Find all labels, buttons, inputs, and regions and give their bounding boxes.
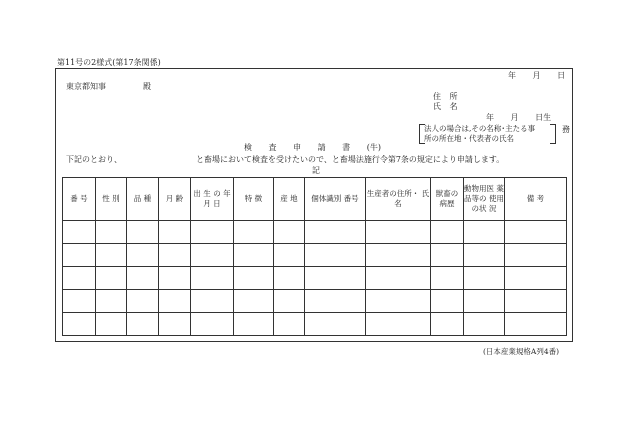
table-cell[interactable] xyxy=(191,267,234,290)
body-main: と畜場において検査を受けたいので、と畜場法施行令第7条の規定により申請します。 xyxy=(196,155,505,164)
table-cell[interactable] xyxy=(234,221,274,244)
table-cell[interactable] xyxy=(505,313,567,336)
table-cell[interactable] xyxy=(234,244,274,267)
table-cell[interactable] xyxy=(431,290,464,313)
table-cell[interactable] xyxy=(96,290,127,313)
table-cell[interactable] xyxy=(191,221,234,244)
table-cell[interactable] xyxy=(366,290,431,313)
table-cell[interactable] xyxy=(234,267,274,290)
table-cell[interactable] xyxy=(159,244,191,267)
bracket-right xyxy=(550,124,556,144)
table-cell[interactable] xyxy=(234,290,274,313)
table-cell[interactable] xyxy=(464,221,505,244)
table-cell[interactable] xyxy=(505,267,567,290)
table-cell[interactable] xyxy=(159,221,191,244)
table-cell[interactable] xyxy=(274,244,305,267)
corp-note-line2: 所の所在地・代表者の氏名 xyxy=(424,134,514,143)
birth-line: 年 月 日生 xyxy=(486,113,552,122)
table-cell[interactable] xyxy=(305,290,366,313)
table-cell[interactable] xyxy=(505,244,567,267)
table-cell[interactable] xyxy=(127,290,159,313)
table-cell[interactable] xyxy=(464,244,505,267)
table-cell[interactable] xyxy=(305,313,366,336)
table-cell[interactable] xyxy=(305,244,366,267)
table-cell[interactable] xyxy=(159,267,191,290)
col-number: 番 号 xyxy=(63,178,96,221)
col-breed: 品 種 xyxy=(127,178,159,221)
table-cell[interactable] xyxy=(431,313,464,336)
table-cell[interactable] xyxy=(159,313,191,336)
table-cell[interactable] xyxy=(505,221,567,244)
addressee: 東京都知事 xyxy=(66,82,106,91)
col-origin: 産 地 xyxy=(274,178,305,221)
table-row xyxy=(63,313,567,336)
table-cell[interactable] xyxy=(191,290,234,313)
table-cell[interactable] xyxy=(366,267,431,290)
corp-note-line1: 法人の場合は,その名称･主たる事 xyxy=(424,124,536,133)
inspection-table xyxy=(62,177,567,336)
table-row xyxy=(63,267,567,290)
table-cell[interactable] xyxy=(274,221,305,244)
col-features: 特 徴 xyxy=(234,178,274,221)
table-cell[interactable] xyxy=(96,244,127,267)
table-cell[interactable] xyxy=(274,267,305,290)
table-cell[interactable] xyxy=(96,267,127,290)
col-age-months: 月 齢 xyxy=(159,178,191,221)
table-cell[interactable] xyxy=(234,313,274,336)
table-cell[interactable] xyxy=(63,221,96,244)
table-cell[interactable] xyxy=(274,290,305,313)
table-cell[interactable] xyxy=(127,267,159,290)
paper-size-note: (日本産業規格A列4番) xyxy=(483,347,560,356)
table-cell[interactable] xyxy=(305,221,366,244)
table-cell[interactable] xyxy=(127,313,159,336)
table-cell[interactable] xyxy=(127,244,159,267)
table-cell[interactable] xyxy=(366,313,431,336)
table-row xyxy=(63,244,567,267)
table-cell[interactable] xyxy=(191,313,234,336)
table-cell[interactable] xyxy=(464,290,505,313)
table-cell[interactable] xyxy=(305,267,366,290)
table-cell[interactable] xyxy=(431,221,464,244)
address-label: 住 所 xyxy=(433,92,458,101)
table-cell[interactable] xyxy=(159,290,191,313)
col-producer: 生産者の住所・ 氏名 xyxy=(366,178,431,221)
body-lead: 下記のとおり、 xyxy=(66,155,122,164)
table-cell[interactable] xyxy=(274,313,305,336)
table-row xyxy=(63,290,567,313)
table-cell[interactable] xyxy=(96,313,127,336)
table-cell[interactable] xyxy=(191,244,234,267)
ki-label: 記 xyxy=(312,166,320,175)
col-drug-use: 動物用医 薬品等の 使用の状 況 xyxy=(464,178,505,221)
col-remarks: 備 考 xyxy=(505,178,567,221)
table-cell[interactable] xyxy=(464,313,505,336)
table-cell[interactable] xyxy=(63,267,96,290)
table-cell[interactable] xyxy=(366,244,431,267)
col-medical-history: 獣畜の 病歴 xyxy=(431,178,464,221)
name-label: 氏 名 xyxy=(433,102,458,111)
table-cell[interactable] xyxy=(431,267,464,290)
col-sex: 性 別 xyxy=(96,178,127,221)
table-cell[interactable] xyxy=(505,290,567,313)
table-row xyxy=(63,221,567,244)
honorific: 殿 xyxy=(143,82,151,91)
table-cell[interactable] xyxy=(464,267,505,290)
date-line: 年 月 日 xyxy=(508,71,566,80)
corp-note-suffix: 務 xyxy=(562,125,570,134)
table-cell[interactable] xyxy=(63,290,96,313)
form-title: 検 査 申 請 書 (牛) xyxy=(244,143,381,152)
table-cell[interactable] xyxy=(431,244,464,267)
table-cell[interactable] xyxy=(366,221,431,244)
table-cell[interactable] xyxy=(63,244,96,267)
table-cell[interactable] xyxy=(96,221,127,244)
table-cell[interactable] xyxy=(63,313,96,336)
col-birth-date: 出 生 の 年 月 日 xyxy=(191,178,234,221)
table-cell[interactable] xyxy=(127,221,159,244)
form-number: 第11号の2様式(第17条関係) xyxy=(57,58,161,67)
col-individual-id: 個体識別 番号 xyxy=(305,178,366,221)
header-row xyxy=(63,178,567,221)
